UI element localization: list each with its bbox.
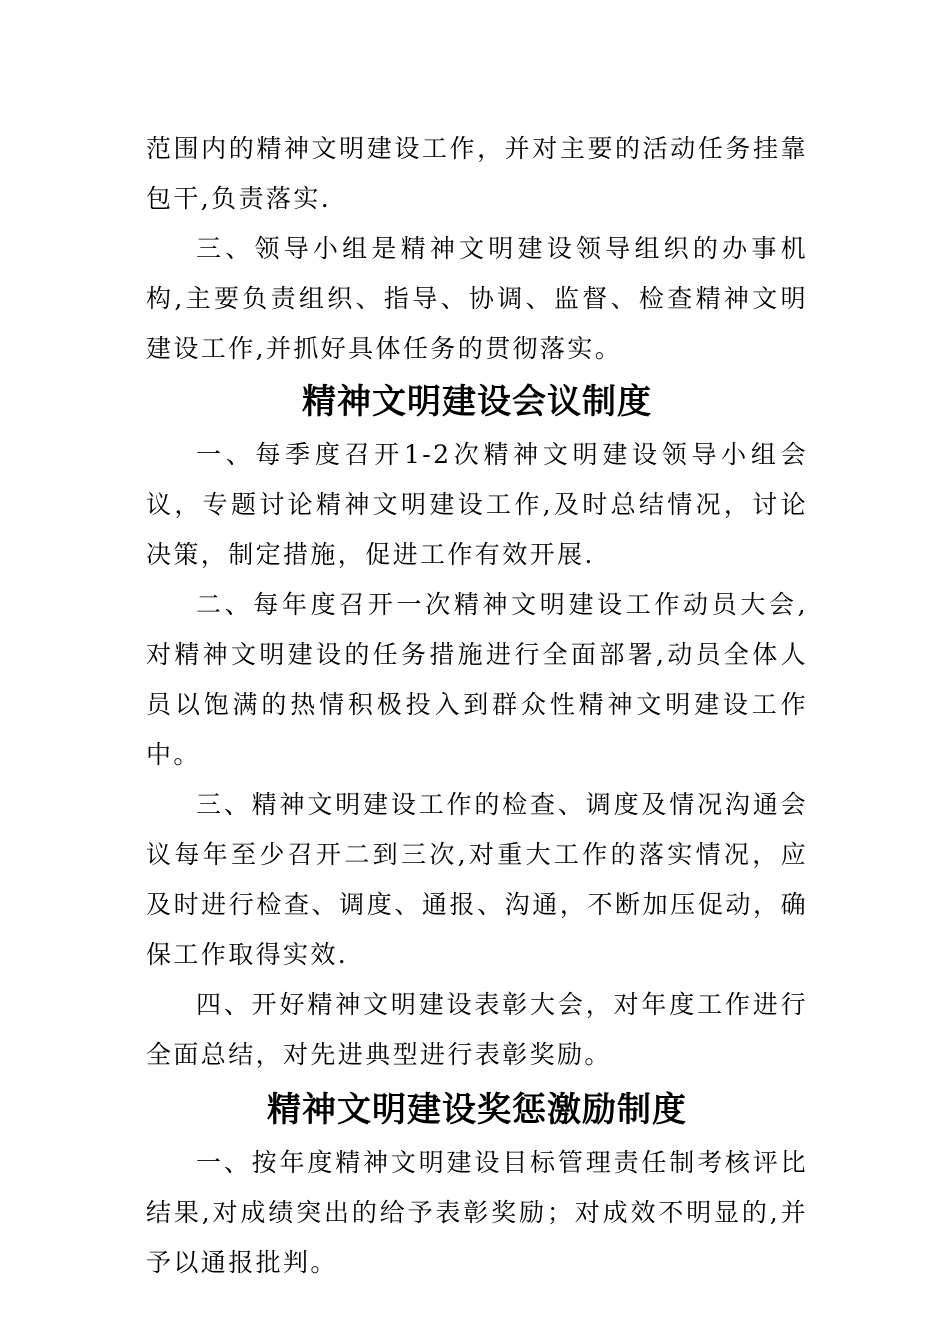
paragraph-leadership-group: 三、领导小组是精神文明建设领导组织的办事机构,主要负责组织、指导、协调、监督、检查精神文明建设工作,并抓好具体任务的贯彻落实。 xyxy=(146,234,808,363)
paragraph-meeting-3: 三、精神文明建设工作的检查、调度及情况沟通会议每年至少召开二到三次,对重大工作的落实情况，应及时进行检查、调度、通报、沟通，不断加压促动，确保工作取得实效. xyxy=(146,790,808,969)
paragraph-meeting-1: 一、每季度召开1-2次精神文明建设领导小组会议，专题讨论精神文明建设工作,及时总结情况，讨论决策，制定措施，促进工作有效开展. xyxy=(146,440,808,569)
document-page xyxy=(146,124,808,1288)
section-title-meeting-system: 精神文明建设会议制度 xyxy=(302,382,652,422)
paragraph-reward-1: 一、按年度精神文明建设目标管理责任制考核评比结果,对成绩突出的给予表彰奖励；对成效不明显的,并予以通报批判。 xyxy=(146,1148,808,1277)
paragraph-continued: 范围内的精神文明建设工作，并对主要的活动任务挂靠包干,负责落实. xyxy=(146,134,808,213)
section-title-reward-system: 精神文明建设奖惩激励制度 xyxy=(267,1090,687,1130)
paragraph-meeting-4: 四、开好精神文明建设表彰大会，对年度工作进行全面总结，对先进典型进行表彰奖励。 xyxy=(146,990,808,1069)
paragraph-meeting-2: 二、每年度召开一次精神文明建设工作动员大会,对精神文明建设的任务措施进行全面部署,动员全体人员以饱满的热情积极投入到群众性精神文明建设工作中。 xyxy=(146,590,808,769)
